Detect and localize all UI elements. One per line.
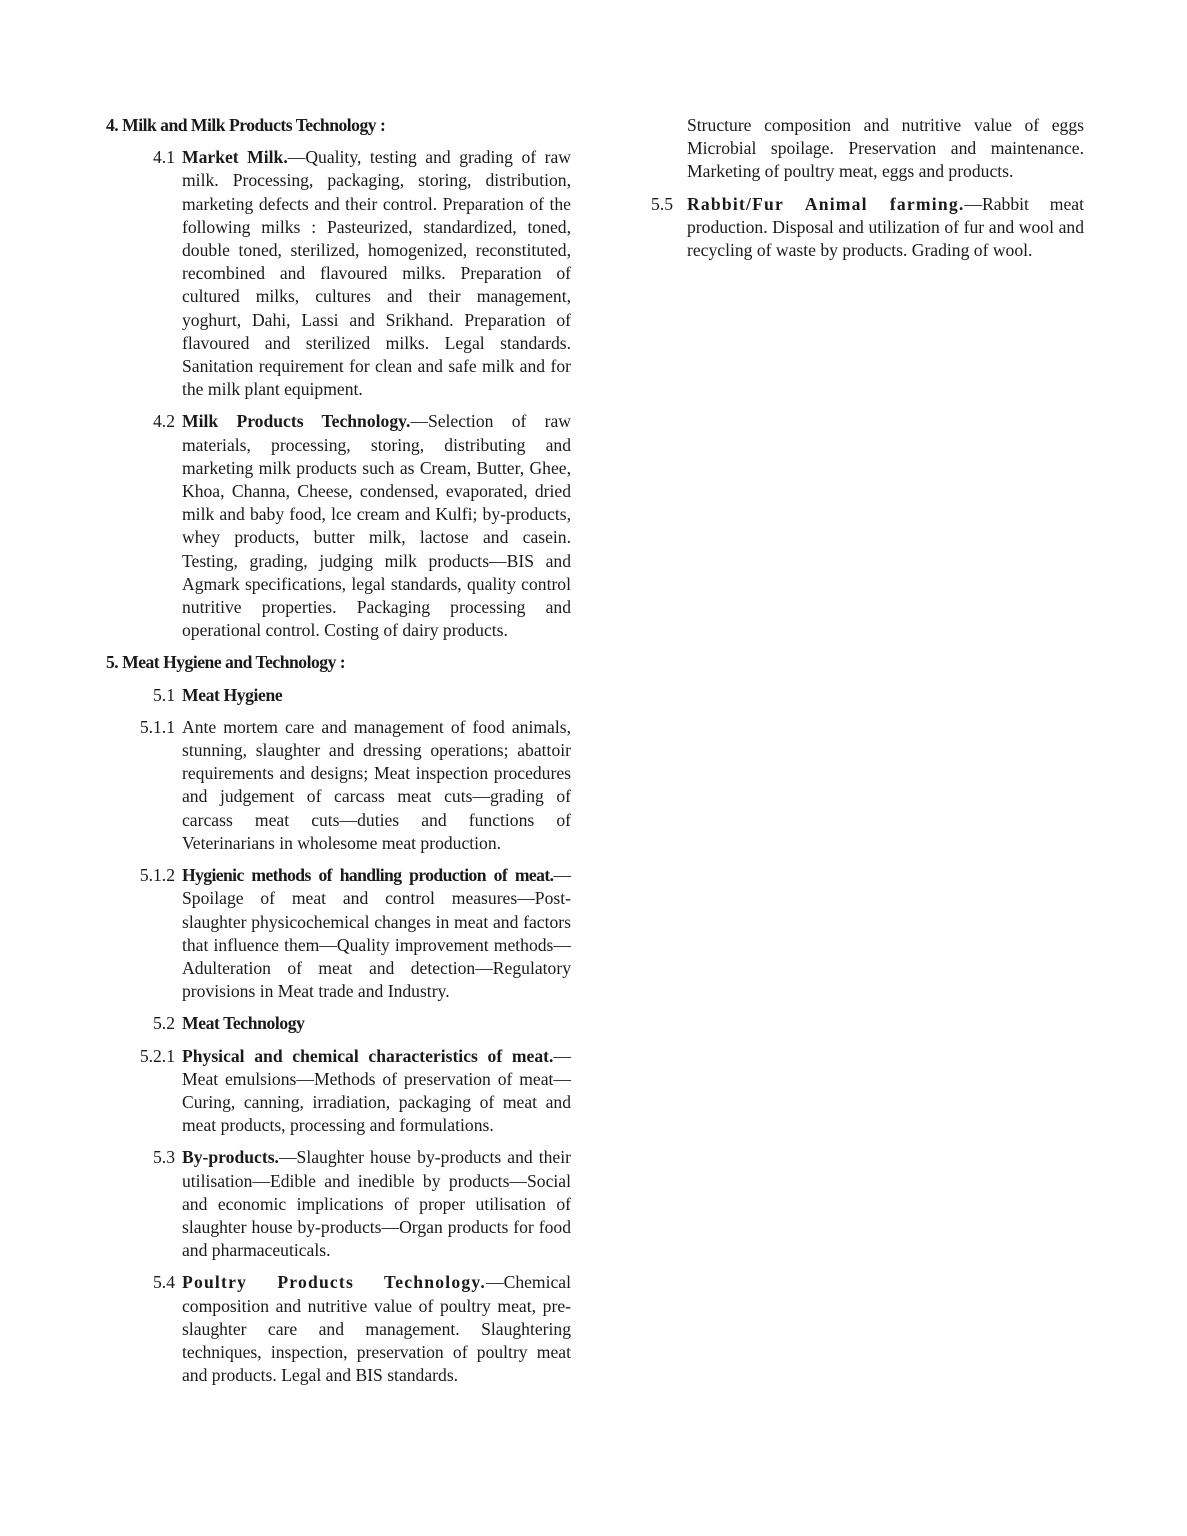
item-body: —Meat emulsions—Methods of preservation of meat—Curing, canning, irradiation, packaging of meat and meat products, processing and formulations. [182,1045,571,1136]
item-number: 4.1 [153,147,175,168]
item-text [175,1146,571,1262]
item-5-3 [106,1146,571,1262]
item-label: Milk Products Technology. [182,411,411,432]
item-4-2 [106,410,571,642]
item-number: 5.1 [153,684,175,705]
item-text [175,146,571,401]
item-5-5 [651,193,1084,263]
item-number: 5.2.1 [139,1045,175,1066]
item-number: 5.3 [153,1147,175,1168]
item-5-1 [106,684,571,707]
item-body: —Slaughter house by-products and their utilisation—Edible and inedible by products—Social and economic implications of proper utilisation of slaughter house by-products—Organ products for food and pharmaceuticals. [182,1147,571,1261]
item-5-1-2 [106,864,571,1003]
item-body: Ante mortem care and management of food animals, stunning, slaughter and dressing operations; abattoir requirements and designs; Meat inspection procedures and judgement of carcass meat cuts—grading of carcass meat cuts—duties and functions of Veterinarians in wholesome meat production. [182,716,571,853]
item-label: Physical and chemical characteristics of meat. [182,1045,554,1066]
item-4-1 [106,146,571,401]
continued-text: Structure composition and nutritive value of eggs Microbial spoilage. Preservation and maintenance. Marketing of poultry meat, eggs and products. [687,115,1084,182]
section-5-heading: 5. Meat Hygiene and Technology : [106,652,346,673]
item-body: —Selection of raw materials, processing, storing, distributing and marketing milk products such as Cream, Butter, Ghee, Khoa, Channa, Cheese, condensed, evaporated, dried milk and baby food, lce cream and Kulfi; by-products, whey products, butter milk, lactose and casein. Testing, grading, judging milk products—BIS and Agmark specifications, legal standards, quality control nutritive properties. Packaging processing and operational control. Costing of dairy products. [182,411,571,641]
item-number: 5.5 [651,193,673,214]
item-text [175,864,571,1003]
item-number: 5.1.1 [139,716,175,737]
item-number: 4.2 [153,411,175,432]
item-label: Poultry Products Technology. [182,1272,486,1293]
item-number: 5.2 [153,1013,175,1034]
item-text [175,1045,571,1138]
item-5-4 [106,1271,571,1387]
item-number: 5.4 [153,1272,175,1293]
subsection-title: Meat Hygiene [182,684,283,705]
subsection-title: Meat Technology [182,1013,305,1034]
item-5-1-1 [106,716,571,855]
item-body: —Quality, testing and grading of raw milk. Processing, packaging, storing, distribution, marketing defects and their control. Preparation of the following milks : Pasteurized, standardized, toned, double toned, sterilized, homogenized, reconstituted, recombined and flavoured milks. Preparation of cultured milks, cultures and their management, yoghurt, Dahi, Lassi and Srikhand. Preparation of flavoured and sterilized milks. Legal standards. Sanitation requirement for clean and safe milk and for the milk plant equipment. [182,147,571,400]
item-label: By-products. [182,1147,279,1168]
item-body: —Spoilage of meat and control measures—Post-slaughter physicochemical changes in meat and factors that influence them—Quality improvement methods—Adulteration of meat and detection—Regulatory provisions in Meat trade and Industry. [182,865,571,1002]
item-label: Hygienic methods of handling production of meat. [182,865,554,886]
item-label: Market Milk. [182,147,288,168]
section-4-heading: 4. Milk and Milk Products Technology : [106,115,386,135]
item-5-2-1 [106,1045,571,1138]
right-column [651,114,1084,271]
item-number: 5.1.2 [139,865,175,886]
item-text [175,1271,571,1387]
left-column [106,114,571,1396]
item-label: Rabbit/Fur Animal farming. [687,193,965,214]
item-body: —Chemical composition and nutritive value of poultry meat, pre-slaughter care and management. Slaughtering techniques, inspection, preservation of poultry meat and products. Legal and BIS standards. [182,1272,571,1386]
item-text [681,193,1084,263]
item-text [175,410,571,642]
item-body: —Rabbit meat production. Disposal and utilization of fur and wool and recycling of waste by products. Grading of wool. [687,193,1084,261]
item-5-2 [106,1012,571,1035]
